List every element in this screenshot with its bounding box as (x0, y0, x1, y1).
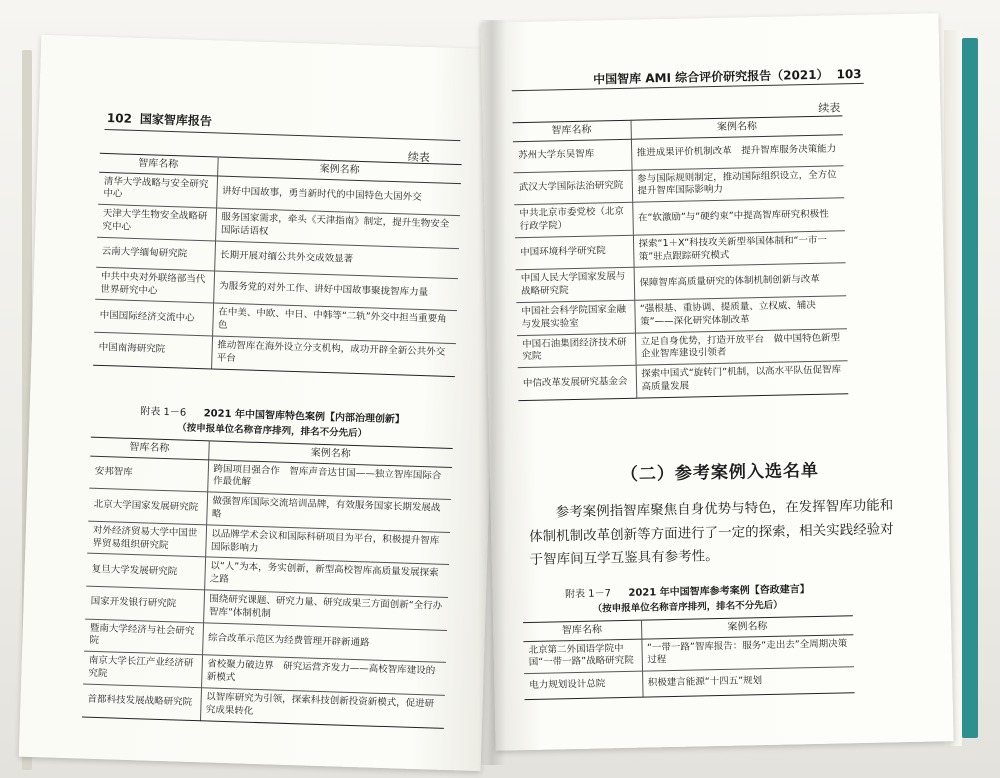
think-tank-name-cell: 中共北京市委党校（北京行政学院） (514, 202, 633, 237)
case-name-cell: 围绕研究课题、研究力量、研究成果三方面创新“全行办智库”体制机制 (203, 590, 448, 630)
table-1-6-note: （按申报单位名称音序排列，排名不分先后） (176, 422, 368, 440)
table-1-7-note: （按申报单位名称音序排列，排名不分先后） (592, 599, 783, 615)
case-name-cell: 积极建言能源“十四五”规划 (642, 667, 854, 697)
column-header: 智库名称 (523, 620, 641, 641)
table-1-7-title: 2021 年中国智库参考案例【咨政建言】 (628, 584, 810, 599)
column-header: 案例名称 (217, 157, 461, 183)
think-tank-name-cell: 中共中央对外联络部当代世界研究中心 (95, 267, 214, 303)
left-running-head: 国家智库报告 (139, 112, 213, 129)
case-name-cell: 综合改革示范区为经费管理开辟新通路 (202, 622, 447, 662)
column-header: 智库名称 (90, 437, 209, 459)
left-continuation-label: 续表 (407, 150, 430, 165)
think-tank-name-cell: 中国社会科学院国家金融与发展实验室 (516, 300, 635, 335)
left-page-number: 102 (106, 111, 133, 126)
case-name-cell: 以“人”为本，务实创新，新型高校智库高质量发展探索之路 (204, 557, 449, 597)
table-1-6-title: 2021 年中国智库特色案例【内部治理创新】 (203, 408, 406, 426)
think-tank-name-cell: 中国南海研究院 (93, 332, 212, 368)
right-page (480, 13, 953, 750)
case-name-cell: 为服务党的对外工作、讲好中国故事聚拢智库力量 (213, 271, 458, 311)
case-name-cell: 推动智库在海外设立分支机构，成功开辟全新公共外交平台 (211, 336, 456, 376)
left-running-header (107, 109, 213, 129)
case-name-cell: 在中美、中欧、中日、中韩等“二轨”外交中担当重要角色 (212, 303, 457, 343)
case-name-cell: 省校聚力破边界 研究运营齐发力——高校智库建设的新模式 (201, 655, 446, 695)
column-header: 案例名称 (641, 616, 853, 639)
case-name-cell: “强根基、重协调、提质量、立权威、辅决策”——深化研究体制改革 (634, 296, 847, 333)
think-tank-name-cell: 对外经济贸易大学中国世界贸易组织研究院 (87, 521, 206, 557)
table-1-7 (523, 615, 855, 700)
column-header: 案例名称 (208, 441, 452, 467)
think-tank-name-cell: 中国环境科学研究院 (515, 235, 634, 270)
table-row (524, 667, 854, 700)
case-name-cell: 探索中国式“旋转门”机制，以高水平队伍促智库高质量发展 (636, 361, 849, 398)
think-tank-name-cell: 安邦智库 (89, 456, 208, 492)
right-continued-table (513, 115, 849, 401)
case-name-cell: 讲好中国故事，勇当新时代的中国特色大国外交 (216, 176, 461, 216)
section-title: （二）参考案例入选名单 (620, 460, 820, 486)
table-row (518, 361, 849, 401)
think-tank-name-cell: 武汉大学国际法治研究院 (514, 170, 633, 205)
right-page-number: 103 (836, 66, 862, 82)
case-name-cell: 跨国项目强合作 智库声音达甘国——独立智库国际合作最优解 (207, 459, 452, 499)
think-tank-name-cell: 中国国际经济交流中心 (94, 300, 213, 336)
think-tank-name-cell: 首都科技发展战略研究院 (82, 684, 201, 720)
left-header-rule (104, 129, 460, 141)
book-gutter-shadow (478, 20, 506, 765)
think-tank-name-cell: 国家开发银行研究院 (85, 586, 204, 622)
table-1-6-label: 附表 1－6 (140, 406, 187, 419)
think-tank-name-cell: 暨南大学经济与社会研究院 (84, 619, 203, 655)
column-header: 智库名称 (513, 120, 631, 141)
case-name-cell: 以智库研究为引领，探索科技创新投资新模式，促进研究成果转化 (200, 688, 445, 728)
think-tank-name-cell: 北京大学国家发展研究院 (88, 488, 207, 524)
right-running-head: 中国智库 AMI 综合评价研究报告（2021） (592, 67, 829, 87)
think-tank-name-cell: 苏州大学东吴智库 (513, 139, 632, 172)
case-name-cell: 参与国际规则制定，推动国际组织设立，全方位提升智库国际影响力 (632, 165, 845, 202)
think-tank-name-cell: 复旦大学发展研究院 (86, 553, 205, 589)
column-header: 案例名称 (630, 116, 842, 139)
think-tank-name-cell: 天津大学生物安全战略研究中心 (97, 204, 216, 240)
think-tank-name-cell: 电力规划设计总院 (524, 671, 643, 699)
case-name-cell: 保障智库高质量研究的体制机制创新与改革 (634, 263, 847, 300)
left-continued-table (93, 153, 462, 377)
book-cover-right-edge (962, 38, 978, 738)
case-name-cell: 以品牌学术会议和国际科研项目为平台，积极提升智库国际影响力 (205, 525, 450, 565)
case-name-cell: 推进成果评价机制改革 提升智库服务决策能力 (631, 134, 844, 169)
table-1-7-label: 附表 1－7 (564, 588, 612, 601)
case-name-cell: 服务国家需求，牵头《天津指南》制定，提升生物安全国际话语权 (215, 208, 460, 248)
think-tank-name-cell: 中信改革发展研究基金会 (518, 365, 637, 400)
think-tank-name-cell: 清华大学战略与安全研究中心 (98, 172, 217, 208)
body-paragraph: 参考案例指智库聚焦自身优势与特色，在发挥智库功能和体制机制改革创新等方面进行了一定的探索，相关实践经验对于智库间互学互鉴具有参考性。 (529, 497, 894, 569)
case-name-cell: 长期开展对缅公共外交成效显著 (214, 241, 459, 279)
think-tank-name-cell: 中国人民大学国家发展与战略研究院 (516, 268, 635, 303)
left-page (19, 35, 503, 771)
think-tank-name-cell: 南京大学长江产业经济研究院 (83, 651, 202, 687)
case-name-cell: 在“软激励”与“硬约束”中提高智库研究积极性 (632, 198, 845, 235)
column-header: 智库名称 (99, 153, 218, 175)
case-name-cell: 做强智库国际交流培训品牌，有效服务国家长期发展战略 (206, 492, 451, 532)
think-tank-name-cell: 云南大学缅甸研究院 (96, 237, 215, 271)
table-1-6 (82, 437, 453, 729)
think-tank-name-cell: 北京第二外国语学院中国“一带一路”战略研究院 (523, 639, 642, 674)
case-name-cell: 探索“1＋X”科技攻关新型举国体制和“一市一策”驻点跟踪研究模式 (633, 231, 846, 268)
case-name-cell: “一带一路”智库报告：服务“走出去”全周期决策过程 (641, 634, 854, 671)
right-continuation-label: 续表 (818, 101, 841, 115)
case-name-cell: 立足自身优势，打造开放平台 做中国特色新型企业智库建设引领者 (635, 328, 848, 365)
think-tank-name-cell: 中国石油集团经济技术研究院 (517, 333, 636, 368)
